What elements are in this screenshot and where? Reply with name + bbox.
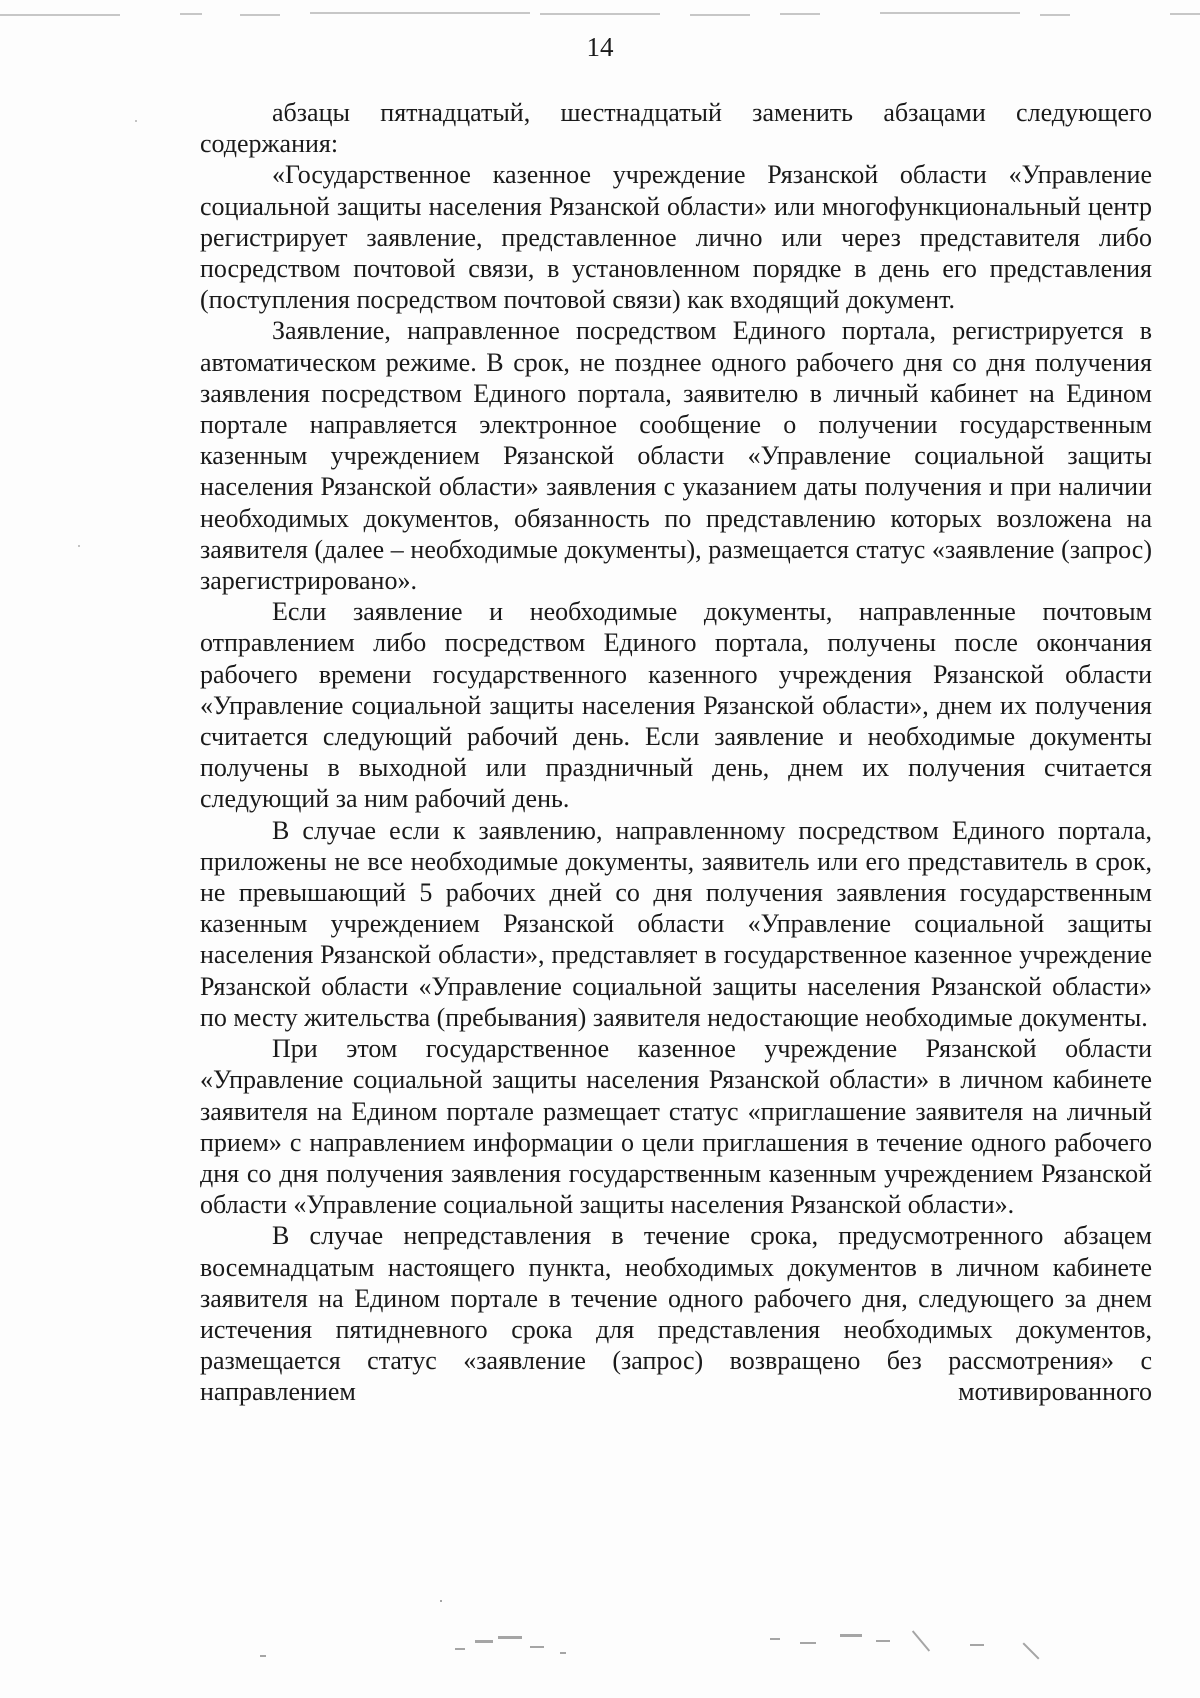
scan-speck <box>135 120 137 122</box>
paragraph: В случае если к заявлению, направленному посредством Единого портала, приложены не все необходимые документы, заявитель или его представитель в срок, не превышающий 5 рабочих дней со дня получения заявления государственным казенным учреждением Рязанской области «Управление социальной защиты населения Рязанской области», представляет в государственное казенное учреждение Рязанской области «Управление социальной защиты населения Рязанской области» по месту жительства (пребывания) заявителя недостающие необходимые документы. <box>200 815 1152 1032</box>
paragraph: «Государственное казенное учреждение Рязанской области «Управление социальной защиты населения Рязанской области» или многофункциональный центр регистрирует заявление, представленное лично или через представителя либо посредством почтовой связи, в установленном порядке в день его представления (поступления посредством почтовой связи) как входящий документ. <box>200 160 1152 315</box>
paragraph: При этом государственное казенное учреждение Рязанской области «Управление социальной защиты населения Рязанской области» в личном кабинете заявителя на Едином портале размещает статус «приглашение заявителя на личный прием» с направлением информации о цели приглашения в течение одного рабочего дня со дня получения заявления государственным казенным учреждением Рязанской области «Управление социальной защиты населения Рязанской области». <box>200 1034 1152 1220</box>
document-body <box>200 97 1152 1408</box>
paragraph: Заявление, направленное посредством Единого портала, регистрируется в автоматическом режиме. В срок, не позднее одного рабочего дня со дня получения заявления посредством Единого портала, заявителю в личный кабинет на Едином портале направляется электронное сообщение о получении государственным казенным учреждением Рязанской области «Управление социальной защиты населения Рязанской области» заявления с указанием даты получения и при наличии необходимых документов, обязанность по представлению которых возложена на заявителя (далее – необходимые документы), размещается статус «заявление (запрос) зарегистрировано». <box>200 316 1152 596</box>
scan-speck <box>78 545 80 547</box>
paragraph: Если заявление и необходимые документы, направленные почтовым отправлением либо посредством Единого портала, получены после окончания рабочего времени государственного казенного учреждения Рязанской области «Управление социальной защиты населения Рязанской области», днем их получения считается следующий рабочий день. Если заявление и необходимые документы получены в выходной или праздничный день, днем их получения считается следующий за ним рабочий день. <box>200 597 1152 814</box>
scan-noise-top <box>0 10 1200 20</box>
page-number: 14 <box>586 32 614 62</box>
paragraph: В случае непредставления в течение срока, предусмотренного абзацем восемнадцатым настоящего пункта, необходимых документов в личном кабинете заявителя на Едином портале в течение одного рабочего дня, следующего за днем истечения пятидневного срока для представления необходимых документов, размещается статус «заявление (запрос) возвращено без рассмотрения» с направлением мотивированного <box>200 1221 1152 1407</box>
scan-noise-bottom <box>0 1600 1200 1670</box>
paragraph: абзацы пятнадцатый, шестнадцатый заменить абзацами следующего содержания: <box>200 98 1152 159</box>
